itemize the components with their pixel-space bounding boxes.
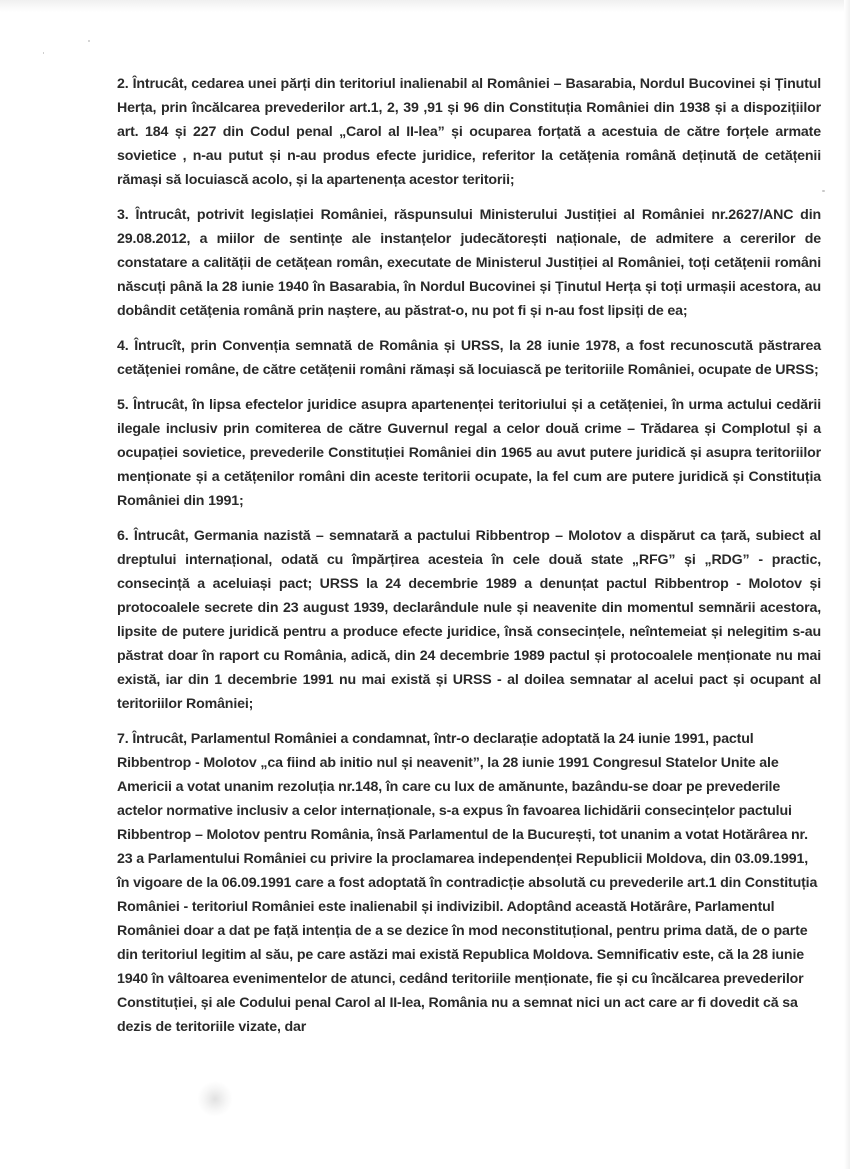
paragraph-number: 3.: [117, 207, 129, 223]
paragraph-7: [117, 727, 821, 1039]
paragraph-3: [117, 203, 821, 323]
scan-smudge: [198, 1080, 232, 1118]
paragraph-6: [117, 524, 821, 716]
paragraph-2: [117, 72, 821, 192]
paragraph-5: [117, 393, 821, 513]
paragraph-text: Întrucât, cedarea unei părți din teritoriul inalienabil al României – Basarabia, Nordul Bucovinei și Ținutul Herța, prin încălcarea prevederilor art.1, 2, 39 ,91 și 96 din Constituția României din 1938 și a dispozițiilor art. 184 și 227 din Codul penal „Carol al II-lea” și ocuparea forțată a acestuia de către forțele armate sovietice , n-au putut și n-au produs efecte juridice, referitor la cetățenia română deținută de cetățenii rămași să locuiască acolo, și la apartenența acestor teritorii;: [117, 76, 821, 188]
paragraph-text: Întrucît, prin Convenția semnată de România și URSS, la 28 iunie 1978, a fost recunoscută păstrarea cetățeniei române, de către cetățenii români rămași să locuiască pe teritoriile României, ocupate de URSS;: [117, 338, 821, 378]
document-page: [117, 72, 821, 1050]
paragraph-4: [117, 334, 821, 382]
scan-speck: [43, 52, 44, 54]
paragraph-text: Întrucât, Germania nazistă – semnatară a pactului Ribbentrop – Molotov a dispărut ca țară, subiect al dreptului internațional, odată cu împărțirea acesteia în cele două state „RFG” și „RDG” - practic, consecință a aceluiași pact; URSS la 24 decembrie 1989 a denunțat pactul Ribbentrop - Molotov și protocoalele secrete din 23 august 1939, declarândule nule și neavenite din momentul semnării acestora, lipsite de putere juridică pentru a produce efecte juridice, însă consecințele, neîntemeiat și nelegitim s-au păstrat doar în raport cu România, adică, din 24 decembrie 1989 pactul și protocoalele menționate nu mai există, iar din 1 decembrie 1991 nu mai există și URSS - al doilea semnatar al acelui pact și ocupant al teritoriilor României;: [117, 528, 821, 712]
paragraph-number: 4.: [117, 338, 129, 354]
scan-top-edge: [0, 0, 850, 12]
paragraph-number: 2.: [117, 76, 129, 92]
paragraph-text: Întrucât, în lipsa efectelor juridice asupra apartenenței teritoriului și a cetățeniei, în urma actului cedării ilegale inclusiv prin comiterea de către Guvernul regal a celor două crime – Trădarea și Complotul și a ocupației sovietice, prevederile Constituției României din 1965 au avut putere juridică și asupra teritoriilor menționate și a cetățenilor români din aceste teritorii ocupate, la fel cum are putere juridică și Constituția României din 1991;: [117, 397, 821, 509]
paragraph-number: 5.: [117, 397, 129, 413]
paragraph-number: 7.: [117, 731, 129, 747]
scan-speck: [822, 190, 825, 192]
paragraph-number: 6.: [117, 528, 129, 544]
paragraph-text: Întrucât, potrivit legislației României, răspunsului Ministerului Justiției al României nr.2627/ANC din 29.08.2012, a miilor de sentințe ale instanțelor judecătorești naționale, de admitere a cererilor de constatare a calității de cetățean român, executate de Ministerul Justiției al României, toți cetățenii români născuți până la 28 iunie 1940 în Basarabia, în Nordul Bucovinei și Ținutul Herța și toți urmașii acestora, au dobândit cetățenia română prin naștere, au păstrat-o, nu pot fi și n-au fost lipsiți de ea;: [117, 207, 821, 319]
paragraph-text: Întrucât, Parlamentul României a condamnat, într-o declarație adoptată la 24 iunie 1991, pactul Ribbentrop - Molotov „ca fiind ab initio nul și neavenit”, la 28 iunie 1991 Congresul Statelor Unite ale Americii a votat unanim rezoluția nr.148, în care cu lux de amănunte, bazându-se doar pe prevederile actelor normative inclusiv a celor internaționale, s-a expus în favoarea lichidării consecințelor pactului Ribbentrop – Molotov pentru România, însă Parlamentul de la București, tot unanim a votat Hotărârea nr. 23 a Parlamentului României cu privire la proclamarea independenței Republicii Moldova, din 03.09.1991, în vigoare de la 06.09.1991 care a fost adoptată în contradicție absolută cu prevederile art.1 din Constituția României - teritoriul României este inalienabil și indivizibil. Adoptând această Hotărâre, Parlamentul României doar a dat pe față intenția de a se dezice în mod neconstituțional, pentru prima dată, de o parte din teritoriul legitim al său, pe care astăzi mai există Republica Moldova. Semnificativ este, că la 28 iunie 1940 în vâltoarea evenimentelor de atunci, cedând teritoriile menționate, fie și cu încălcarea prevederilor Constituției, și ale Codului penal Carol al II-lea, România nu a semnat nici un act care ar fi dovedit că sa dezis de teritoriile vizate, dar: [117, 731, 818, 1035]
scan-speck: [88, 40, 90, 42]
scan-right-edge: [844, 0, 850, 1169]
